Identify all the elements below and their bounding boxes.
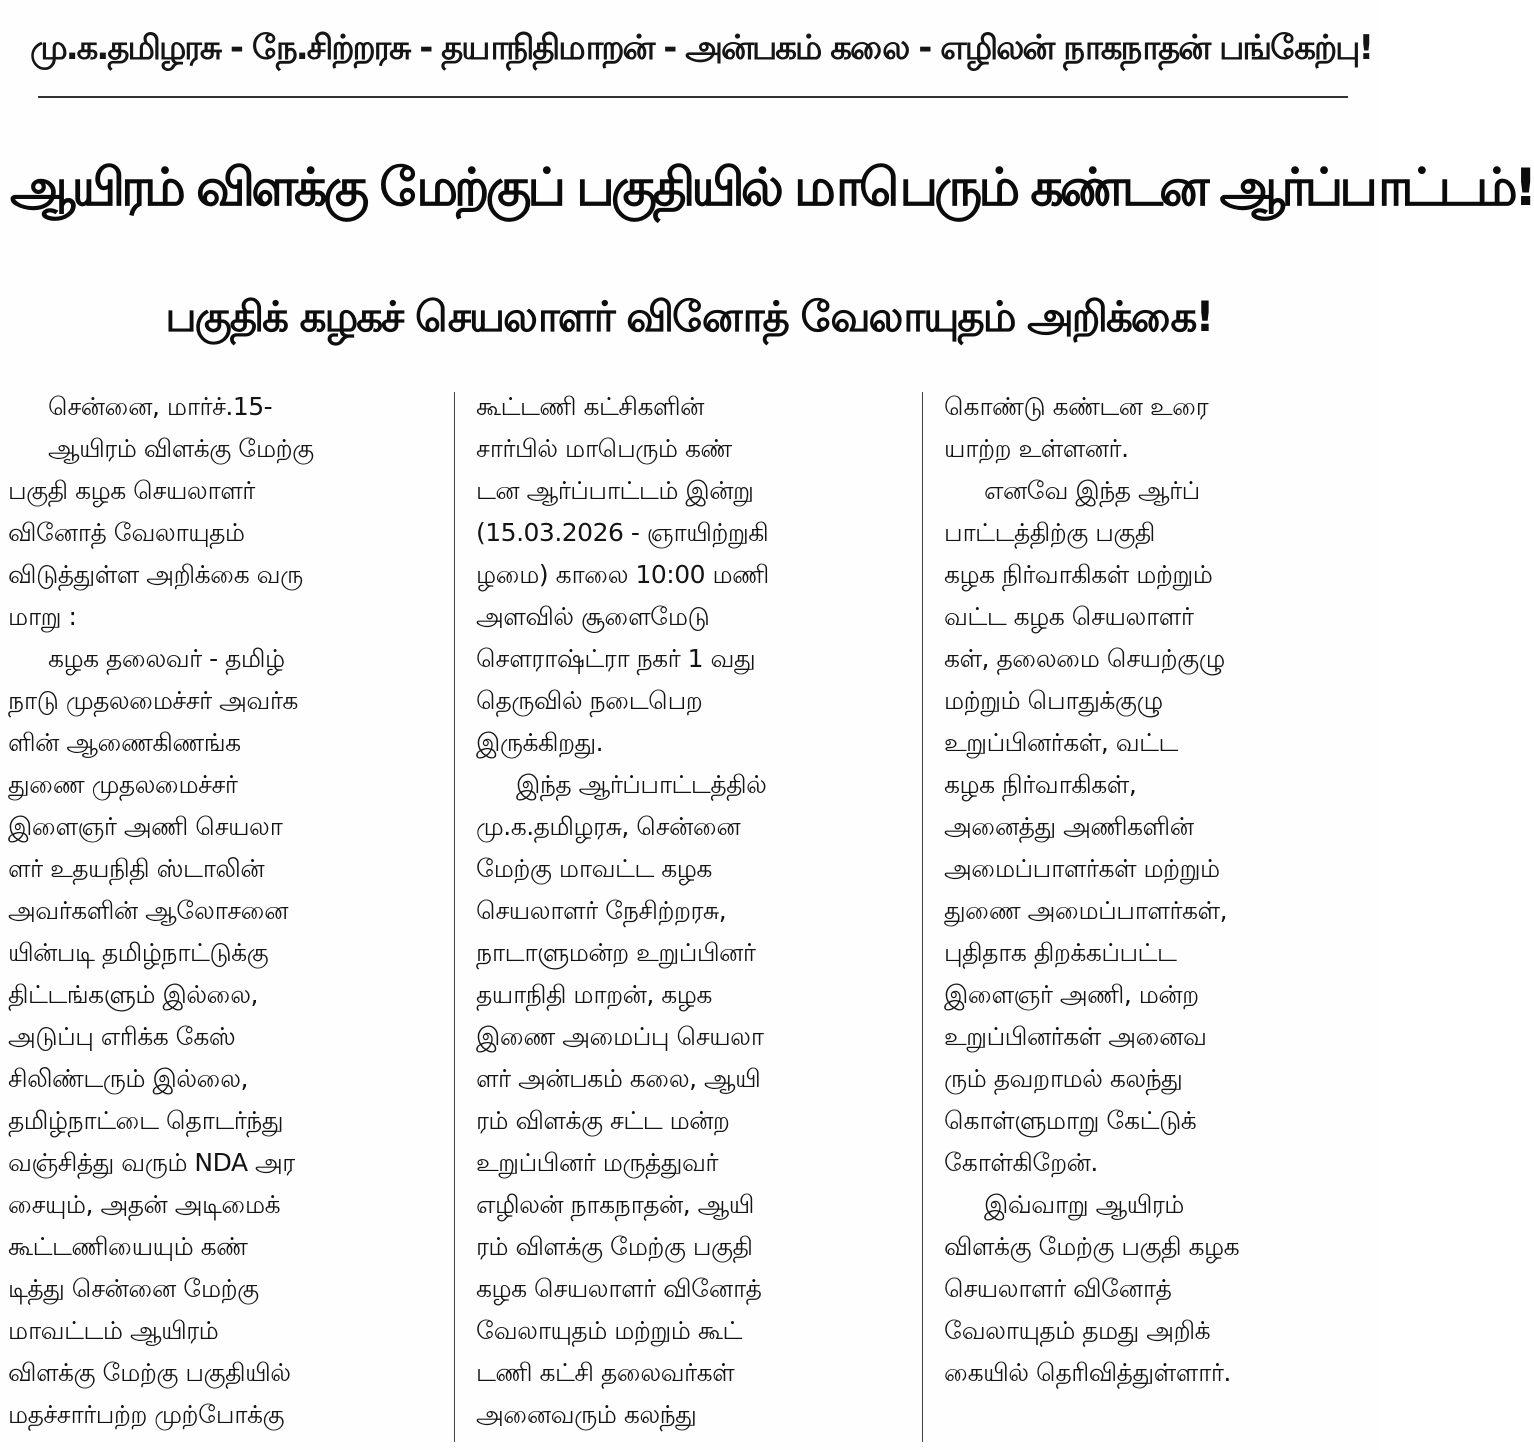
text-line: அவர்களின் ஆலோசனை	[8, 896, 289, 925]
text-line: அனைவரும் கலந்து	[476, 1400, 697, 1429]
text-line: கூட்டணியையும் கண்	[8, 1232, 248, 1261]
text-line: கழக தலைவர் - தமிழ்	[48, 644, 285, 673]
text-line: அளவில் சூளைமேடு	[476, 602, 710, 631]
text-line: யாற்ற உள்ளனர்.	[944, 434, 1129, 463]
article-column-1	[8, 386, 436, 1446]
text-line: யின்படி தமிழ்நாட்டுக்கு	[8, 938, 269, 967]
text-line: டன ஆர்ப்பாட்டம் இன்று	[476, 476, 754, 505]
text-line: தயாநிதி மாறன், கழக	[476, 980, 712, 1009]
kicker-participants-line: மு.க.தமிழரசு - நே.சிற்றரசு - தயாநிதிமாறன் - அன்பகம் கலை - எழிலன் நாகநாதன் பங்கேற்பு!	[30, 28, 1372, 68]
text-line: மு.க.தமிழரசு, சென்னை	[476, 812, 741, 841]
text-line: வினோத் வேலாயுதம்	[8, 518, 245, 547]
dateline: சென்னை, மார்ச்.15-	[48, 392, 273, 421]
text-line: கழக நிர்வாகிகள் மற்றும்	[944, 560, 1213, 589]
text-line: எனவே இந்த ஆர்ப்	[984, 476, 1200, 505]
text-line: உறுப்பினர்கள், வட்ட	[944, 728, 1178, 757]
text-line: கழக செயலாளர் வினோத்	[476, 1274, 762, 1303]
text-line: பகுதி கழக செயலாளர்	[8, 476, 255, 505]
text-line: கொண்டு கண்டன உரை	[944, 392, 1209, 421]
text-line: சிலிண்டரும் இல்லை,	[8, 1064, 248, 1093]
text-line: விளக்கு மேற்கு பகுதியில்	[8, 1358, 291, 1387]
text-line: இருக்கிறது.	[476, 728, 604, 757]
text-line: மற்றும் பொதுக்குழு	[944, 686, 1163, 715]
text-line: உறுப்பினர்கள் அனைவ	[944, 1022, 1207, 1051]
text-line: துணை அமைப்பாளர்கள்,	[944, 896, 1228, 925]
text-line: கோள்கிறேன்.	[944, 1148, 1098, 1177]
text-line: மதச்சார்பற்ற முற்போக்கு	[8, 1400, 285, 1429]
text-line: பாட்டத்திற்கு பகுதி	[944, 518, 1155, 547]
text-line: டித்து சென்னை மேற்கு	[8, 1274, 259, 1303]
column-divider	[454, 392, 455, 1442]
text-line: மாவட்டம் ஆயிரம்	[8, 1316, 219, 1345]
text-line: கூட்டணி கட்சிகளின்	[476, 392, 704, 421]
text-line: வேலாயுதம் மற்றும் கூட்	[476, 1316, 742, 1345]
text-line: அனைத்து அணிகளின்	[944, 812, 1194, 841]
text-line: கொள்ளுமாறு கேட்டுக்	[944, 1106, 1197, 1135]
text-line: இந்த ஆர்ப்பாட்டத்தில்	[516, 770, 767, 799]
article-column-2	[476, 386, 904, 1446]
text-line: உறுப்பினர் மருத்துவர்	[476, 1148, 718, 1177]
text-line: ளர் அன்பகம் கலை, ஆயி	[476, 1064, 761, 1093]
text-line: நாடு முதலமைச்சர் அவர்க	[8, 686, 298, 715]
text-line: விளக்கு மேற்கு பகுதி கழக	[944, 1232, 1240, 1261]
headline: ஆயிரம் விளக்கு மேற்குப் பகுதியில் மாபெரும் கண்டன ஆர்ப்பாட்டம்!	[10, 158, 1534, 218]
text-line: ளின் ஆணைகிணங்க	[8, 728, 241, 757]
text-line: செயலாளர் நேசிற்றரசு,	[476, 896, 727, 925]
text-line: கழக நிர்வாகிகள்,	[944, 770, 1137, 799]
text-line: எழிலன் நாகநாதன், ஆயி	[476, 1190, 754, 1219]
text-line: ரம் விளக்கு சட்ட மன்ற	[476, 1106, 730, 1135]
text-line: மேற்கு மாவட்ட கழக	[476, 854, 712, 883]
text-line: வேலாயுதம் தமது அறிக்	[944, 1316, 1211, 1345]
text-line: புதிதாக திறக்கப்பட்ட	[944, 938, 1177, 967]
column-divider	[922, 392, 923, 1442]
text-line: வட்ட கழக செயலாளர்	[944, 602, 1194, 631]
text-line: தமிழ்நாட்டை தொடர்ந்து	[8, 1106, 283, 1135]
text-line: இளைஞர் அணி, மன்ற	[944, 980, 1199, 1009]
text-line: செயலாளர் வினோத்	[944, 1274, 1172, 1303]
text-line: டணி கட்சி தலைவர்கள்	[476, 1358, 735, 1387]
text-line: ழமை) காலை 10:00 மணி	[476, 560, 769, 589]
kicker-divider	[38, 96, 1348, 98]
text-line: ளர் உதயநிதி ஸ்டாலின்	[8, 854, 265, 883]
text-line: திட்டங்களும் இல்லை,	[8, 980, 258, 1009]
text-line: விடுத்துள்ள அறிக்கை வரு	[8, 560, 303, 589]
text-line: இவ்வாறு ஆயிரம்	[984, 1190, 1184, 1219]
text-line: மாறு :	[8, 602, 77, 631]
text-line: கள், தலைமை செயற்குழு	[944, 644, 1225, 673]
text-line: துணை முதலமைச்சர்	[8, 770, 238, 799]
text-line: கையில் தெரிவித்துள்ளார்.	[944, 1358, 1231, 1387]
text-line: இளைஞர் அணி செயலா	[8, 812, 283, 841]
text-line: ஆயிரம் விளக்கு மேற்கு	[48, 434, 314, 463]
text-line: ரும் தவறாமல் கலந்து	[944, 1064, 1183, 1093]
text-line: சௌராஷ்ட்ரா நகர் 1 வது	[476, 644, 756, 673]
text-line: (15.03.2026 - ஞாயிற்றுகி	[476, 518, 769, 547]
subheadline: பகுதிக் கழகச் செயலாளர் வினோத் வேலாயுதம் அறிக்கை!	[165, 292, 1213, 341]
text-line: சார்பில் மாபெரும் கண்	[476, 434, 732, 463]
text-line: அடுப்பு எரிக்க கேஸ்	[8, 1022, 236, 1051]
text-line: நாடாளுமன்ற உறுப்பினர்	[476, 938, 756, 967]
text-line: தெருவில் நடைபெற	[476, 686, 703, 715]
article-column-3	[944, 386, 1372, 1446]
text-line: ரம் விளக்கு மேற்கு பகுதி	[476, 1232, 753, 1261]
text-line: அமைப்பாளர்கள் மற்றும்	[944, 854, 1220, 883]
text-line: வஞ்சித்து வரும் NDA அர	[8, 1148, 295, 1177]
text-line: இணை அமைப்பு செயலா	[476, 1022, 764, 1051]
text-line: சையும், அதன் அடிமைக்	[8, 1190, 281, 1219]
